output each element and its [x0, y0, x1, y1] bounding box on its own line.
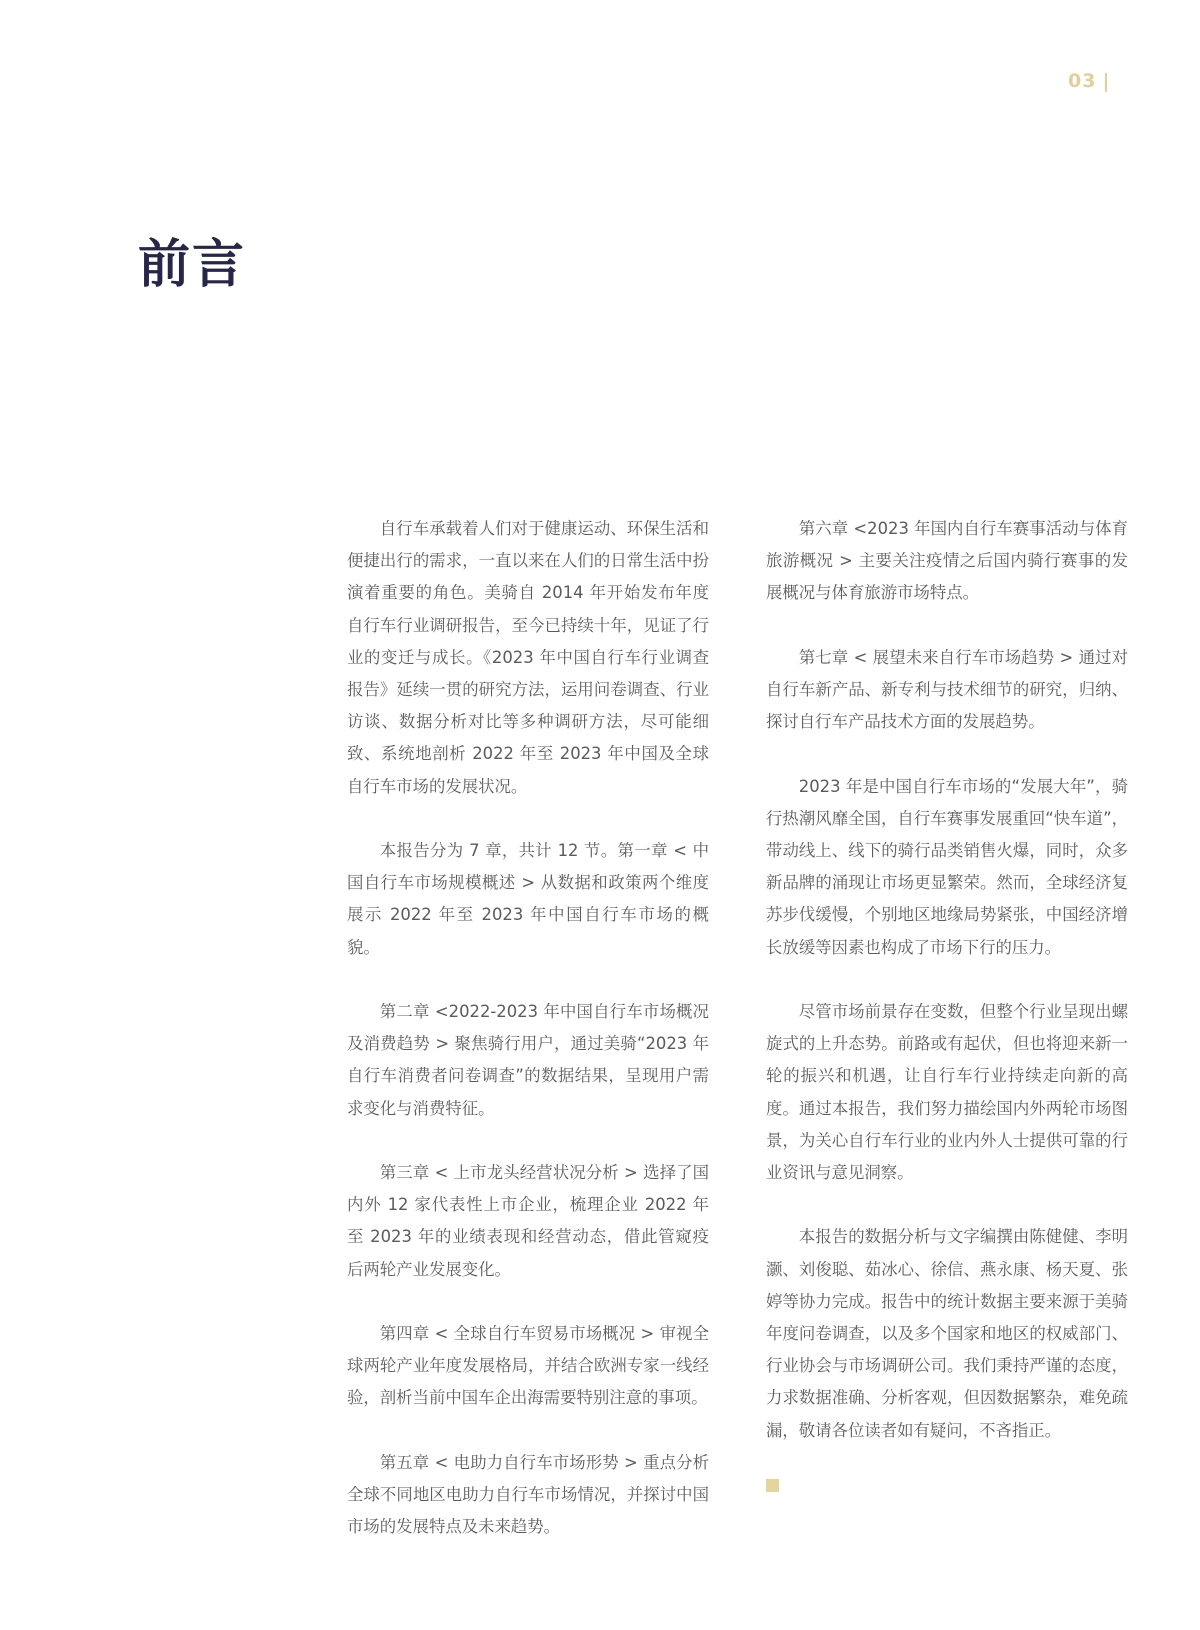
paragraph: 本报告的数据分析与文字编撰由陈健健、李明灏、刘俊聪、茹冰心、徐信、燕永康、杨天夏、张婷等协力完成。报告中的统计数据主要来源于美骑年度问卷调查，以及多个国家和地区的权威部门、行业协会与市场调研公司。我们秉持严谨的态度，力求数据准确、分析客观，但因数据繁杂，难免疏漏，敬请各位读者如有疑问，不吝指正。 [766, 1227, 1128, 1440]
paragraph: 第三章 < 上市龙头经营状况分析 > 选择了国内外 12 家代表性上市企业，梳理企业 2022 年至 2023 年的业绩表现和经营动态，借此管窥疫后两轮产业发展变化。 [347, 1163, 709, 1279]
paragraph: 尽管市场前景存在变数，但整个行业呈现出螺旋式的上升态势。前路或有起伏，但也将迎来新一轮的振兴和机遇，让自行车行业持续走向新的高度。通过本报告，我们努力描绘国内外两轮市场图景，为关心自行车行业的业内外人士提供可靠的行业资讯与意见洞察。 [766, 1002, 1128, 1183]
end-mark-square [766, 1479, 779, 1492]
page-number-value: 03 [1068, 70, 1097, 92]
paragraph: 第五章 < 电助力自行车市场形势 > 重点分析全球不同地区电助力自行车市场情况，并探讨中国市场的发展特点及未来趋势。 [347, 1452, 709, 1537]
paragraph: 自行车承载着人们对于健康运动、环保生活和便捷出行的需求，一直以来在人们的日常生活中扮演着重要的角色。美骑自 2014 年开始发布年度自行车行业调研报告，至今已持续十年，见证了行业的变迁与成长。《2023 年中国自行车行业调查报告》延续一贯的研究方法，运用问卷调查、行业访谈、数据分析对比等多种调研方法，尽可能细致、系统地剖析 2022 年至 2023 年中国及全球自行车市场的发展状况。 [347, 519, 709, 796]
page-title: 前言 [138, 235, 247, 295]
page-number-separator: | [1102, 70, 1111, 92]
paragraph: 第二章 <2022-2023 年中国自行车市场概况及消费趋势 > 聚焦骑行用户，通过美骑“2023 年自行车消费者问卷调查”的数据结果，呈现用户需求变化与消费特征。 [347, 1002, 709, 1118]
left-text-column [347, 513, 709, 1576]
paragraph: 第四章 < 全球自行车贸易市场概况 > 审视全球两轮产业年度发展格局，并结合欧洲专家一线经验，剖析当前中国车企出海需要特别注意的事项。 [347, 1324, 709, 1408]
paragraph: 本报告分为 7 章，共计 12 节。第一章 < 中国自行车市场规模概述 > 从数据和政策两个维度展示 2022 年至 2023 年中国自行车市场的概貌。 [347, 841, 709, 957]
paragraph: 2023 年是中国自行车市场的“发展大年”，骑行热潮风靡全国，自行车赛事发展重回“快车道”，带动线上、线下的骑行品类销售火爆，同时，众多新品牌的涌现让市场更显繁荣。然而，全球经济复苏步伐缓慢，个别地区地缘局势紧张，中国经济增长放缓等因素也构成了市场下行的压力。 [766, 776, 1128, 957]
paragraph: 第六章 <2023 年国内自行车赛事活动与体育旅游概况 > 主要关注疫情之后国内骑行赛事的发展概况与体育旅游市场特点。 [766, 519, 1128, 603]
right-text-column [766, 513, 1128, 1492]
page-number [1068, 70, 1110, 92]
paragraph: 第七章 < 展望未来自行车市场趋势 > 通过对自行车新产品、新专利与技术细节的研究，归纳、探讨自行车产品技术方面的发展趋势。 [766, 647, 1128, 732]
